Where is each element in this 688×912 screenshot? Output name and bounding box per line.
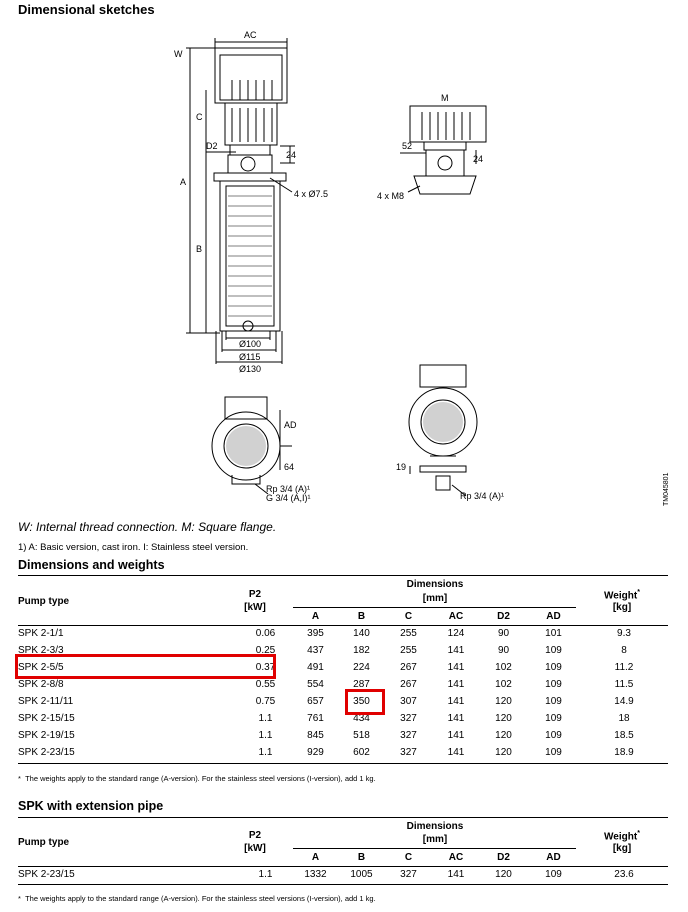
cell: 120 (495, 869, 512, 880)
cell: 554 (307, 679, 324, 690)
cell: SPK 2-23/15 (18, 869, 75, 880)
cell: 255 (400, 628, 417, 639)
cell: 491 (307, 662, 324, 673)
table2-header-dimensions-unit: [mm] (422, 834, 448, 845)
table1-col-d2: D2 (497, 611, 510, 622)
table1-header-dimensions: Dimensions (406, 579, 464, 590)
table1-col-ad: AD (546, 611, 561, 622)
cell: 1005 (350, 869, 373, 880)
cell: 0.55 (255, 679, 276, 690)
cell: 395 (307, 628, 324, 639)
table-row (18, 727, 668, 744)
table2-header-weight: Weight* (604, 830, 640, 843)
cell: 102 (495, 679, 512, 690)
cell: 124 (447, 628, 465, 639)
note-versions: 1) A: Basic version, cast iron. I: Stainless steel version. (18, 542, 249, 553)
cell: 140 (353, 628, 370, 639)
label-rp: Rp 3/4 (A)¹ (266, 484, 311, 494)
cell: SPK 2-8/8 (18, 679, 64, 690)
cell: 1.1 (258, 747, 273, 758)
cell: 90 (497, 645, 510, 656)
cell: SPK 2-19/15 (18, 730, 75, 741)
cell: 0.37 (255, 662, 276, 673)
label-holes: 4 x Ø7.5 (294, 189, 329, 199)
table1-footnote: * The weights apply to the standard range (A-version). For the stainless steel versions (I-version), add 1 kg. (18, 774, 376, 783)
section-title-sketches: Dimensional sketches (18, 2, 155, 17)
label-24a: 24 (286, 150, 297, 160)
label-c: C (196, 112, 203, 122)
cell: 109 (545, 696, 562, 707)
table2-header-p2-unit: [kW] (244, 843, 266, 854)
cell: 1.1 (258, 869, 273, 880)
cell: 267 (400, 662, 417, 673)
cell: 141 (447, 713, 465, 724)
table1-header-weight-unit: [kg] (612, 602, 632, 613)
cell: 434 (353, 713, 370, 724)
table2-col-ac: AC (448, 852, 464, 863)
table-row (18, 625, 668, 642)
cell: 518 (353, 730, 370, 741)
label-m8: 4 x M8 (377, 191, 405, 201)
note-thread: W: Internal thread connection. M: Square flange. (18, 520, 277, 534)
cell: 141 (447, 679, 465, 690)
table1-col-c: C (404, 611, 413, 622)
cell: 8 (621, 645, 627, 656)
cell: SPK 2-15/15 (18, 713, 75, 724)
label-52: 52 (402, 141, 413, 151)
label-ad: AD (284, 420, 297, 430)
cell: 307 (400, 696, 417, 707)
label-m: M (441, 93, 449, 103)
cell: 109 (545, 662, 562, 673)
cell: 327 (400, 747, 417, 758)
table-row (18, 744, 668, 761)
cell: 657 (307, 696, 324, 707)
cell: 141 (447, 662, 465, 673)
table1-col-b: B (357, 611, 366, 622)
cell: 182 (353, 645, 370, 656)
cell: 437 (307, 645, 324, 656)
cell: 327 (400, 730, 417, 741)
label-d130: Ø130 (239, 364, 262, 374)
cell: 141 (447, 645, 465, 656)
table2-header-dimensions: Dimensions (406, 821, 464, 832)
cell: 14.9 (614, 696, 634, 707)
table2-header-weight-unit: [kg] (612, 843, 632, 854)
cell: 255 (400, 645, 417, 656)
table1-header-pump-type: Pump type (18, 596, 70, 607)
table2-col-b: B (357, 852, 366, 863)
table2-col-d2: D2 (497, 852, 510, 863)
motor-top (215, 48, 287, 103)
cell: 9.3 (617, 628, 631, 639)
cell: 602 (353, 747, 370, 758)
cell: 0.06 (255, 628, 276, 639)
cell: 1332 (304, 869, 327, 880)
cell: 23.6 (614, 869, 634, 880)
cell: 141 (447, 696, 465, 707)
table1-header-p2-unit: [kW] (244, 602, 266, 613)
cell: SPK 2-23/15 (18, 747, 75, 758)
cell: 141 (447, 869, 465, 880)
cell: 845 (307, 730, 324, 741)
table2-col-ad: AD (546, 852, 561, 863)
table2-header-pump-type: Pump type (18, 837, 70, 848)
label-d115: Ø115 (239, 352, 261, 362)
label-19: 19 (396, 462, 407, 472)
cell: 11.2 (614, 662, 634, 673)
motor-body (225, 103, 277, 145)
label-a: A (180, 177, 187, 187)
cell: 109 (545, 713, 562, 724)
table2-col-header-row (18, 849, 668, 866)
table-row (18, 693, 668, 710)
cell: 327 (400, 869, 417, 880)
cell: 102 (495, 662, 512, 673)
cell: 350 (353, 696, 370, 707)
table2-col-c: C (404, 852, 413, 863)
cell: 109 (545, 747, 562, 758)
table1-header-weight: Weight* (604, 589, 640, 602)
cell: 120 (495, 696, 512, 707)
cell: 267 (400, 679, 417, 690)
label-b: B (196, 244, 203, 254)
cell: 120 (495, 713, 512, 724)
cell: 0.75 (255, 696, 276, 707)
cell: SPK 2-3/3 (18, 645, 64, 656)
cell: 109 (545, 730, 562, 741)
cell: 287 (353, 679, 370, 690)
cell: 327 (400, 713, 417, 724)
table1-title: Dimensions and weights (18, 558, 165, 572)
cell: 18 (618, 713, 630, 724)
table1-col-ac: AC (448, 611, 464, 622)
table1-header-dimensions-unit: [mm] (422, 593, 448, 604)
label-ac: AC (244, 30, 257, 40)
cell: 0.25 (255, 645, 276, 656)
table-row (18, 866, 668, 883)
table-row (18, 710, 668, 727)
cell: 141 (447, 747, 465, 758)
cell: 929 (307, 747, 324, 758)
table1-header-p2: P2 (248, 589, 262, 600)
cell: 120 (495, 730, 512, 741)
label-64: 64 (284, 462, 295, 472)
highlight-cell-b-350 (345, 689, 385, 715)
label-rp2: Rp 3/4 (A)¹ (460, 491, 505, 501)
dimensions-table (18, 608, 668, 761)
cell: SPK 2-1/1 (18, 628, 64, 639)
cell: 109 (545, 645, 562, 656)
cell: 120 (495, 747, 512, 758)
cell: SPK 2-5/5 (18, 662, 64, 673)
table2-title: SPK with extension pipe (18, 799, 164, 813)
table1-col-a: A (311, 611, 320, 622)
label-d2: D2 (206, 141, 218, 151)
table2-col-a: A (311, 852, 320, 863)
highlight-row-spk-2-5-5 (15, 654, 276, 679)
cell: 18.9 (614, 747, 634, 758)
label-24b: 24 (473, 154, 484, 164)
table2-footnote: * The weights apply to the standard range (A-version). For the stainless steel versions (I-version), add 1 kg. (18, 894, 376, 903)
cell: 90 (497, 628, 510, 639)
cell: 101 (545, 628, 562, 639)
cell: 1.1 (258, 730, 273, 741)
cell: 1.1 (258, 713, 273, 724)
cell: 141 (447, 730, 465, 741)
table2-header-p2: P2 (248, 830, 262, 841)
label-w: W (174, 49, 183, 59)
cell: 761 (307, 713, 324, 724)
label-g: G 3/4 (A,I)¹ (266, 493, 311, 503)
label-d100: Ø100 (239, 339, 262, 349)
cell: 18.5 (614, 730, 634, 741)
cell: 11.5 (614, 679, 634, 690)
table1-col-header-row (18, 608, 668, 625)
cell: SPK 2-11/11 (18, 696, 74, 707)
cell: 109 (545, 679, 562, 690)
drawing-code: TM045801 (663, 472, 670, 506)
cell: 224 (353, 662, 370, 673)
cell: 109 (545, 869, 562, 880)
